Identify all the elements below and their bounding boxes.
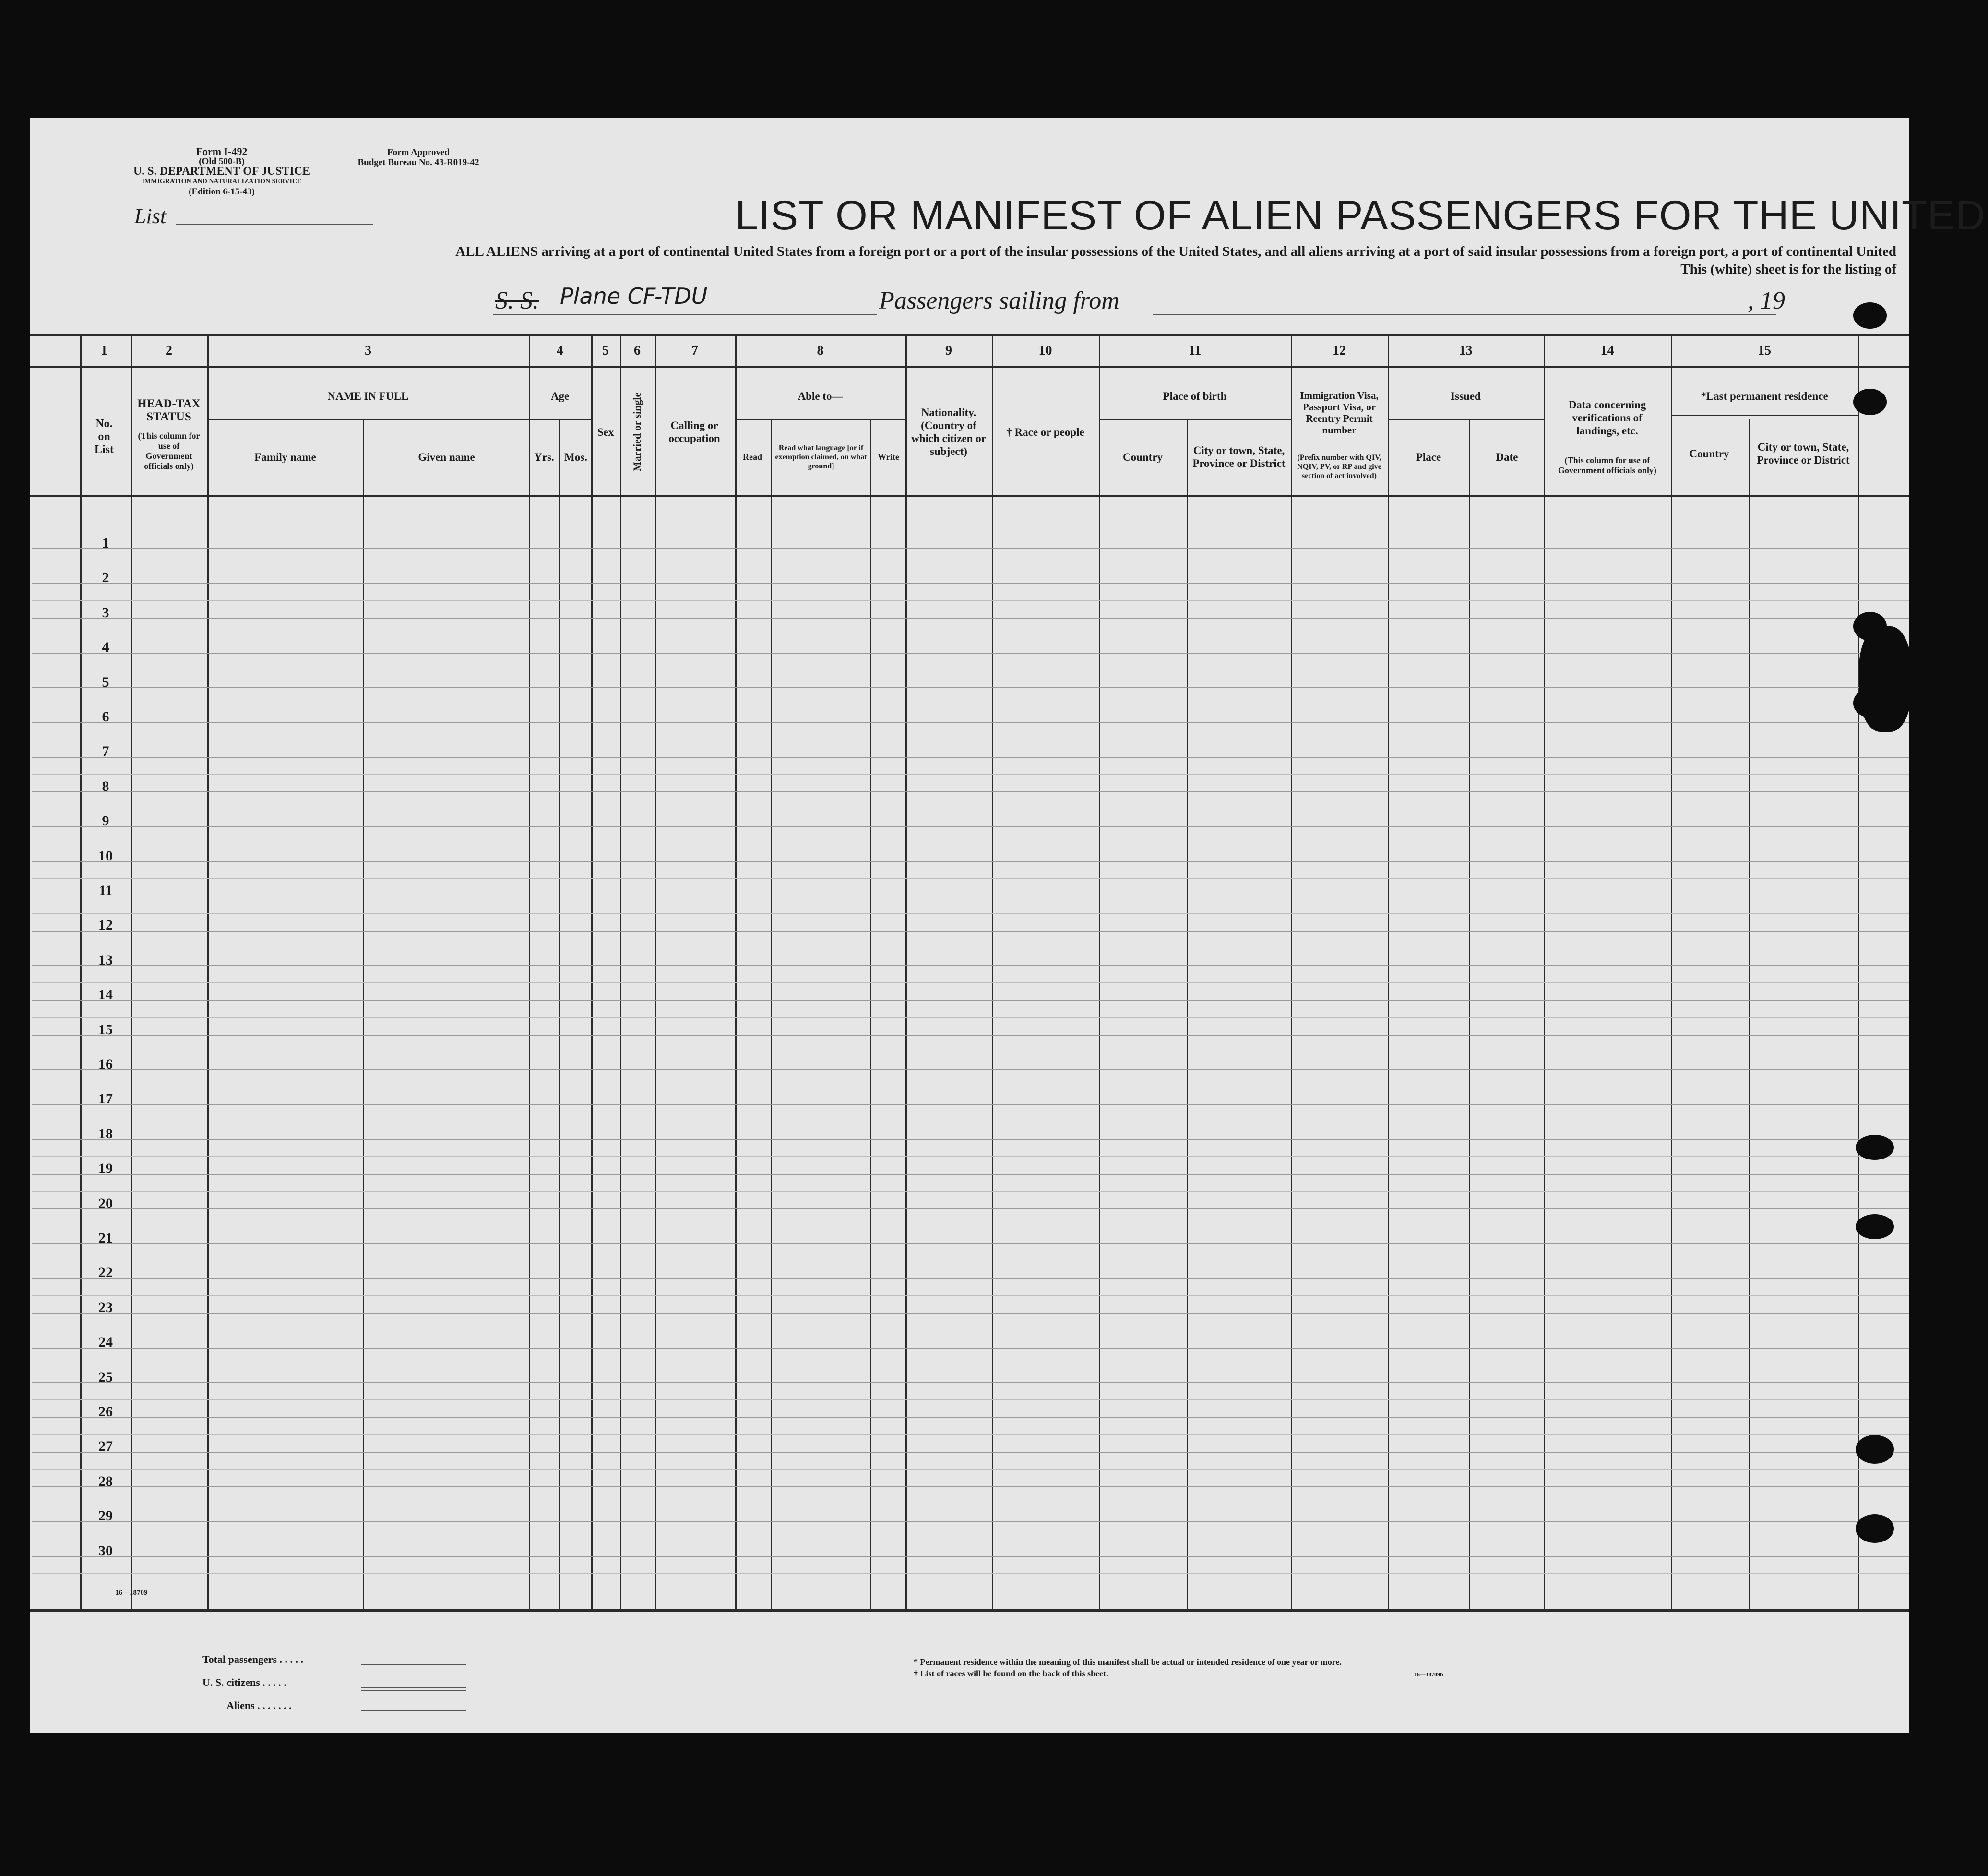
row-rule	[32, 1417, 1909, 1418]
colnum-12: 12	[1333, 343, 1346, 358]
column-divider	[1388, 335, 1389, 1611]
row-number: 2	[102, 570, 109, 586]
issued-subline	[1388, 419, 1544, 420]
colnum-3: 3	[365, 343, 371, 358]
sailing-label: Passengers sailing from	[879, 287, 1119, 314]
header-able-to: Able to—	[798, 390, 843, 402]
header-visa-note: (Prefix number with QIV, NQIV, PV, or RP and give section of act involved)	[1297, 453, 1381, 480]
year-label: , 19	[1748, 287, 1785, 314]
subcolumn-divider	[771, 419, 772, 1610]
header-sex: Sex	[597, 426, 614, 438]
header-mos: Mos.	[564, 451, 587, 463]
subtitle-line2: This (white) sheet is for the listing of	[1680, 262, 1896, 277]
header-issued-date: Date	[1496, 451, 1518, 463]
header-read: Read	[743, 452, 762, 462]
row-number: 18	[98, 1126, 113, 1142]
colnum-9: 9	[945, 343, 952, 358]
date-underline	[1527, 314, 1776, 315]
form-service: IMMIGRATION AND NATURALIZATION SERVICE	[142, 178, 302, 185]
form-approval: Form Approved	[387, 147, 450, 157]
row-rule	[32, 861, 1909, 862]
form-number: Form I-492	[196, 145, 248, 157]
us-citizens-label: U. S. citizens . . . . .	[202, 1676, 286, 1688]
column-divider	[620, 335, 621, 1611]
row-number: 12	[98, 917, 113, 933]
colnum-8: 8	[817, 343, 824, 358]
row-number: 23	[98, 1300, 113, 1315]
table-bottom-border	[30, 1609, 1909, 1612]
row-number: 6	[102, 709, 109, 725]
print-code: 16—18709	[115, 1589, 148, 1597]
header-last-residence: *Last permanent residence	[1701, 390, 1828, 402]
header-read-language: Read what language [or if exemption claimed, on what ground]	[775, 443, 867, 470]
column-divider	[735, 335, 737, 1611]
row-number: 3	[102, 605, 109, 621]
row-number: 4	[102, 639, 109, 655]
row-number: 24	[98, 1334, 113, 1350]
column-divider	[1671, 335, 1672, 1611]
row-subrule	[32, 1434, 1909, 1435]
header-race: † Race or people	[1006, 426, 1084, 438]
manifest-sheet	[30, 118, 1986, 1733]
row-subrule	[32, 1156, 1909, 1157]
vessel-prefix: S. S.	[495, 287, 539, 314]
row-number: 1	[102, 535, 109, 551]
footnote-residence: * Permanent residence within the meaning of this manifest shall be actual or intended residence of one year or more.	[914, 1657, 1342, 1667]
form-budget: Budget Bureau No. 43-R019-42	[357, 157, 479, 167]
subcolumn-divider	[1749, 419, 1750, 1610]
sailing-underline	[1153, 314, 1527, 315]
form-approval-block	[342, 147, 495, 167]
row-rule	[32, 687, 1909, 688]
column-divider	[655, 335, 656, 1611]
column-divider	[131, 335, 132, 1611]
subcolumn-divider	[1187, 419, 1188, 1610]
row-number: 29	[98, 1508, 113, 1524]
row-subrule	[32, 600, 1909, 601]
header-calling: Calling or occupation	[668, 419, 720, 444]
us-citizens-line[interactable]	[361, 1687, 466, 1688]
colnum-5: 5	[602, 343, 609, 358]
aliens-label: Aliens . . . . . . .	[226, 1699, 292, 1711]
header-yrs: Yrs.	[534, 451, 554, 463]
header-head-tax: HEAD-TAX STATUS	[137, 397, 201, 423]
header-given-name: Given name	[418, 451, 475, 463]
header-name-in-full: NAME IN FULL	[327, 390, 409, 402]
row-number: 16	[98, 1056, 113, 1072]
colnum-1: 1	[101, 343, 107, 358]
form-old-number: (Old 500-B)	[199, 156, 245, 167]
colnum-6: 6	[634, 343, 641, 358]
header-birth-city: City or town, State, Province or District	[1192, 444, 1286, 469]
row-rule	[32, 1382, 1909, 1383]
residence-subline	[1671, 415, 1858, 416]
row-rule	[32, 931, 1909, 932]
row-rule	[32, 826, 1909, 827]
binding-hole	[1853, 689, 1887, 717]
row-rule	[32, 1208, 1909, 1209]
row-subrule	[32, 982, 1909, 983]
row-rule	[32, 618, 1909, 619]
subcolumn-divider	[1469, 419, 1470, 1610]
row-number: 15	[98, 1022, 113, 1038]
colnum-7: 7	[691, 343, 698, 358]
column-divider	[591, 335, 593, 1611]
header-verifications-note: (This column for use of Government officials only)	[1558, 455, 1656, 475]
colnum-14: 14	[1600, 343, 1614, 358]
row-subrule	[32, 774, 1909, 775]
column-divider	[905, 335, 907, 1611]
row-subrule	[32, 1017, 1909, 1018]
binding-hole	[1853, 389, 1887, 415]
row-subrule	[32, 1191, 1909, 1192]
header-bottom-border	[30, 495, 1909, 497]
row-rule	[32, 1139, 1909, 1140]
row-number: 19	[98, 1160, 113, 1176]
row-subrule	[32, 1573, 1909, 1574]
subtitle-line1: ALL ALIENS arriving at a port of continental United States from a foreign port or a port of the insular possessions of the United States, and all aliens arriving at a port of said insular possessions from a foreign port, a port of continental United	[455, 244, 1896, 259]
header-issued-place: Place	[1416, 451, 1441, 463]
column-divider	[207, 335, 209, 1611]
total-passengers-line[interactable]	[361, 1664, 466, 1665]
list-underline	[176, 224, 373, 225]
row-rule	[32, 965, 1909, 966]
subcolumn-divider	[870, 419, 871, 1610]
row-number: 30	[98, 1543, 113, 1559]
row-rule	[32, 1000, 1909, 1001]
birth-subline	[1099, 419, 1291, 420]
row-rule	[32, 1486, 1909, 1487]
header-birth-country: Country	[1122, 451, 1163, 463]
header-no-on-list: No. on List	[94, 417, 114, 456]
row-number: 21	[98, 1230, 113, 1246]
binding-hole	[1856, 1514, 1894, 1543]
row-number: 9	[102, 813, 109, 829]
colnum-10: 10	[1038, 343, 1052, 358]
us-citizens-double-line	[361, 1690, 466, 1691]
column-divider	[529, 335, 530, 1611]
row-number: 8	[102, 778, 109, 794]
row-number: 26	[98, 1404, 113, 1420]
row-number: 7	[102, 743, 109, 759]
row-number: 27	[98, 1438, 113, 1454]
form-edition: (Edition 6-15-43)	[189, 187, 255, 197]
row-number: 5	[102, 674, 109, 690]
row-rule	[32, 791, 1909, 792]
header-res-city: City or town, State, Province or District	[1757, 441, 1850, 466]
footnote-code: 16—18709b	[1414, 1671, 1443, 1678]
colnum-4: 4	[557, 343, 563, 358]
subcolumn-divider	[559, 419, 560, 1610]
form-department: U. S. DEPARTMENT OF JUSTICE	[133, 165, 310, 178]
binding-hole	[1856, 1435, 1894, 1464]
column-divider	[1858, 335, 1859, 1611]
footnote-races: † List of races will be found on the back of this sheet.	[914, 1669, 1108, 1678]
header-visa: Immigration Visa, Passport Visa, or Reentry Permit number	[1300, 390, 1379, 436]
row-rule	[32, 1452, 1909, 1453]
column-divider	[1099, 335, 1100, 1611]
colnum-13: 13	[1459, 343, 1473, 358]
row-number: 22	[98, 1265, 113, 1280]
name-subline	[207, 419, 529, 420]
column-divider	[992, 335, 993, 1611]
vessel-underline	[493, 314, 877, 315]
row-rule	[32, 1521, 1909, 1522]
row-rule	[32, 1243, 1909, 1244]
header-married: Married or single	[631, 392, 643, 472]
row-rule	[32, 1104, 1909, 1105]
row-number: 17	[98, 1091, 113, 1107]
colnum-divider	[30, 366, 1909, 368]
header-place-of-birth: Place of birth	[1163, 390, 1227, 402]
row-rule	[32, 1278, 1909, 1279]
row-rule	[32, 583, 1909, 584]
column-divider	[1544, 335, 1545, 1611]
header-family-name: Family name	[254, 451, 316, 463]
header-res-country: Country	[1689, 447, 1729, 460]
vessel-name-handwritten: Plane CF-TDU	[560, 283, 708, 309]
row-number: 25	[98, 1369, 113, 1385]
row-subrule	[32, 913, 1909, 914]
row-rule	[32, 1069, 1909, 1070]
header-nationality: Nationality. (Country of which citizen or subject)	[911, 406, 986, 457]
row-number: 10	[98, 848, 113, 864]
binding-hole	[1853, 302, 1887, 329]
colnum-11: 11	[1188, 343, 1202, 358]
row-rule	[32, 757, 1909, 758]
row-number: 14	[98, 987, 113, 1003]
subcolumn-divider	[363, 419, 364, 1610]
header-write: Write	[878, 452, 899, 462]
header-issued: Issued	[1451, 390, 1481, 402]
header-age: Age	[550, 390, 570, 402]
colnum-15: 15	[1758, 343, 1771, 358]
row-rule	[32, 722, 1909, 723]
row-rule	[32, 653, 1909, 654]
row-subrule	[32, 1295, 1909, 1296]
row-subrule	[32, 1399, 1909, 1400]
row-rule	[32, 1348, 1909, 1349]
row-rule	[32, 1035, 1909, 1036]
binding-hole	[1856, 1214, 1894, 1239]
row-rule	[32, 1556, 1909, 1557]
row-rule	[32, 1313, 1909, 1314]
row-rule	[32, 548, 1909, 549]
row-rule	[32, 1174, 1909, 1175]
row-number: 28	[98, 1473, 113, 1489]
list-label: List	[134, 204, 167, 228]
column-divider	[1291, 335, 1292, 1611]
total-passengers-label: Total passengers . . . . .	[202, 1653, 304, 1665]
header-verifications: Data concerning verifications of landings, etc.	[1568, 398, 1646, 437]
binding-hole	[1856, 1135, 1894, 1160]
colnum-2: 2	[166, 343, 172, 358]
aliens-line[interactable]	[361, 1710, 466, 1711]
table-top-border	[30, 334, 1909, 336]
page-title: LIST OR MANIFEST OF ALIEN PASSENGERS FOR THE UNITED	[735, 192, 1986, 239]
row-number: 11	[98, 883, 113, 898]
header-head-tax-note: (This column for use of Government officials only)	[138, 431, 200, 471]
form-info-block	[116, 146, 327, 197]
row-subrule	[32, 878, 1909, 879]
row-subrule	[32, 1469, 1909, 1470]
row-number: 20	[98, 1195, 113, 1211]
row-number: 13	[98, 952, 113, 968]
able-subline	[735, 419, 905, 420]
